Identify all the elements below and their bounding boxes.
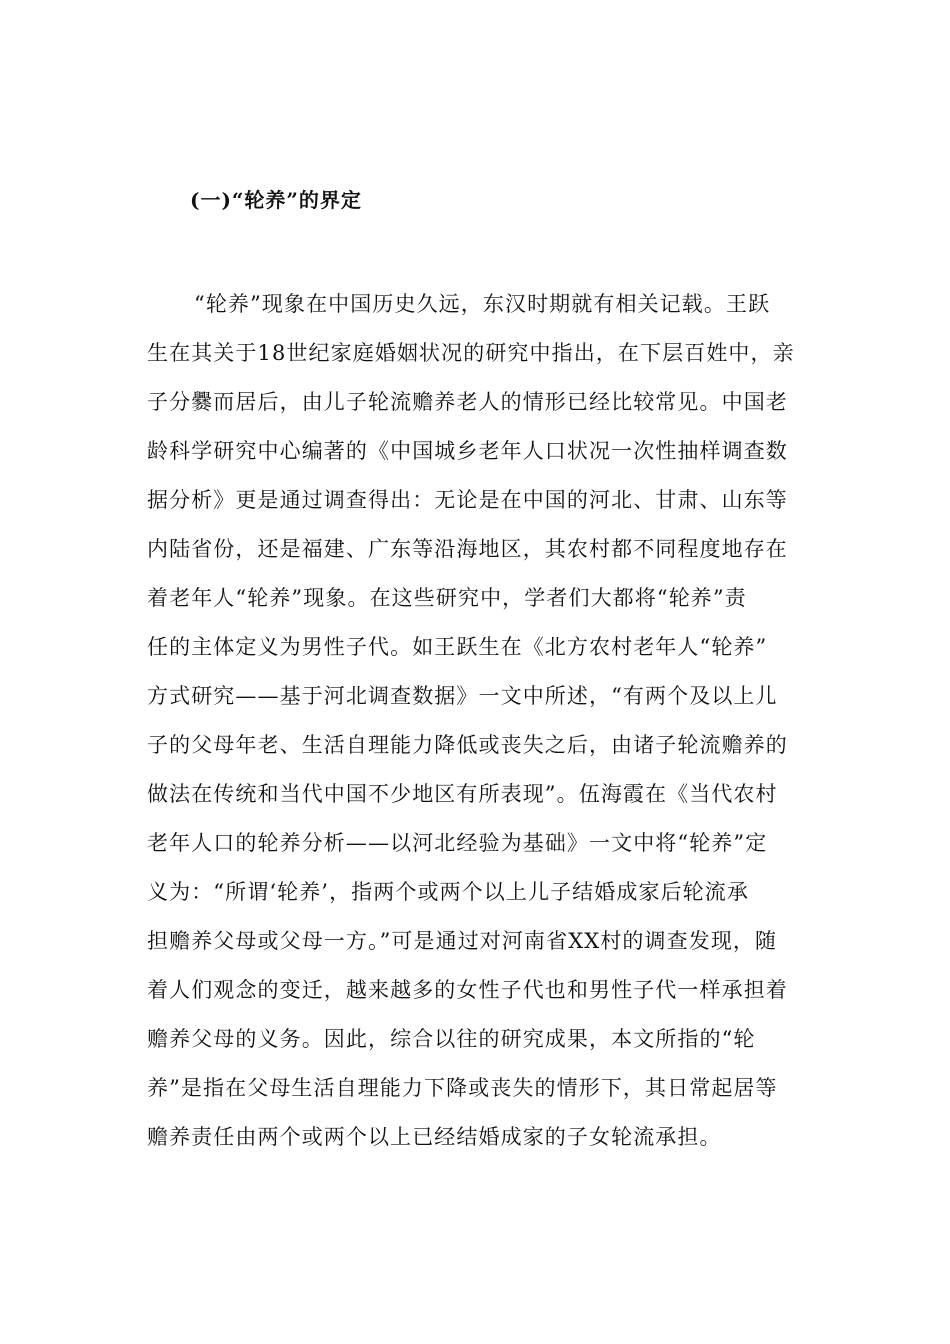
paragraph-line: 着老年人“轮养”现象。在这些研究中，学者们大都将“轮养”责 — [147, 586, 747, 610]
section-heading: (一)“轮养”的界定 — [190, 188, 362, 212]
paragraph-line: 据分析》更是通过调查得出：无论是在中国的河北、甘肃、山东等 — [147, 488, 788, 512]
paragraph-line: 内陆省份，还是福建、广东等沿海地区，其农村都不同程度地存在 — [147, 537, 788, 561]
body-paragraph — [147, 280, 807, 1162]
paragraph-line: 做法在传统和当代中国不少地区有所表现”。伍海霞在《当代农村 — [147, 782, 778, 806]
paragraph-line: 龄科学研究中心编著的《中国城乡老年人口状况一次性抽样调查数 — [147, 439, 788, 463]
paragraph-line: 子的父母年老、生活自理能力降低或丧失之后，由诸子轮流赡养的 — [147, 733, 788, 757]
paragraph-line: 着人们观念的变迁，越来越多的女性子代也和男性子代一样承担着 — [147, 978, 788, 1002]
paragraph-line: 养”是指在父母生活自理能力下降或丧失的情形下，其日常起居等 — [147, 1076, 778, 1100]
paragraph-line: 任的主体定义为男性子代。如王跃生在《北方农村老年人“轮养” — [147, 635, 768, 659]
paragraph-line: 子分爨而居后，由儿子轮流赡养老人的情形已经比较常见。中国老 — [147, 390, 788, 414]
paragraph-line: 赡养责任由两个或两个以上已经结婚成家的子女轮流承担。 — [147, 1125, 722, 1149]
paragraph-line: 老年人口的轮养分析——以河北经验为基础》一文中将“轮养”定 — [147, 831, 768, 855]
paragraph-line: 方式研究——基于河北调查数据》一文中所述，“有两个及以上儿 — [147, 684, 778, 708]
paragraph-line: 赡养父母的义务。因此，综合以往的研究成果，本文所指的“轮 — [147, 1027, 756, 1051]
paragraph-line: 义为：“所谓‘轮养’，指两个或两个以上儿子结婚成家后轮流承 — [147, 880, 749, 904]
paragraph-line: “轮养”现象在中国历史久远，东汉时期就有相关记载。王跃 — [194, 292, 771, 316]
paragraph-line: 担赡养父母或父母一方。”可是通过对河南省XX村的调查发现，随 — [147, 929, 778, 953]
paragraph-line: 生在其关于18世纪家庭婚姻状况的研究中指出，在下层百姓中，亲 — [147, 341, 795, 365]
